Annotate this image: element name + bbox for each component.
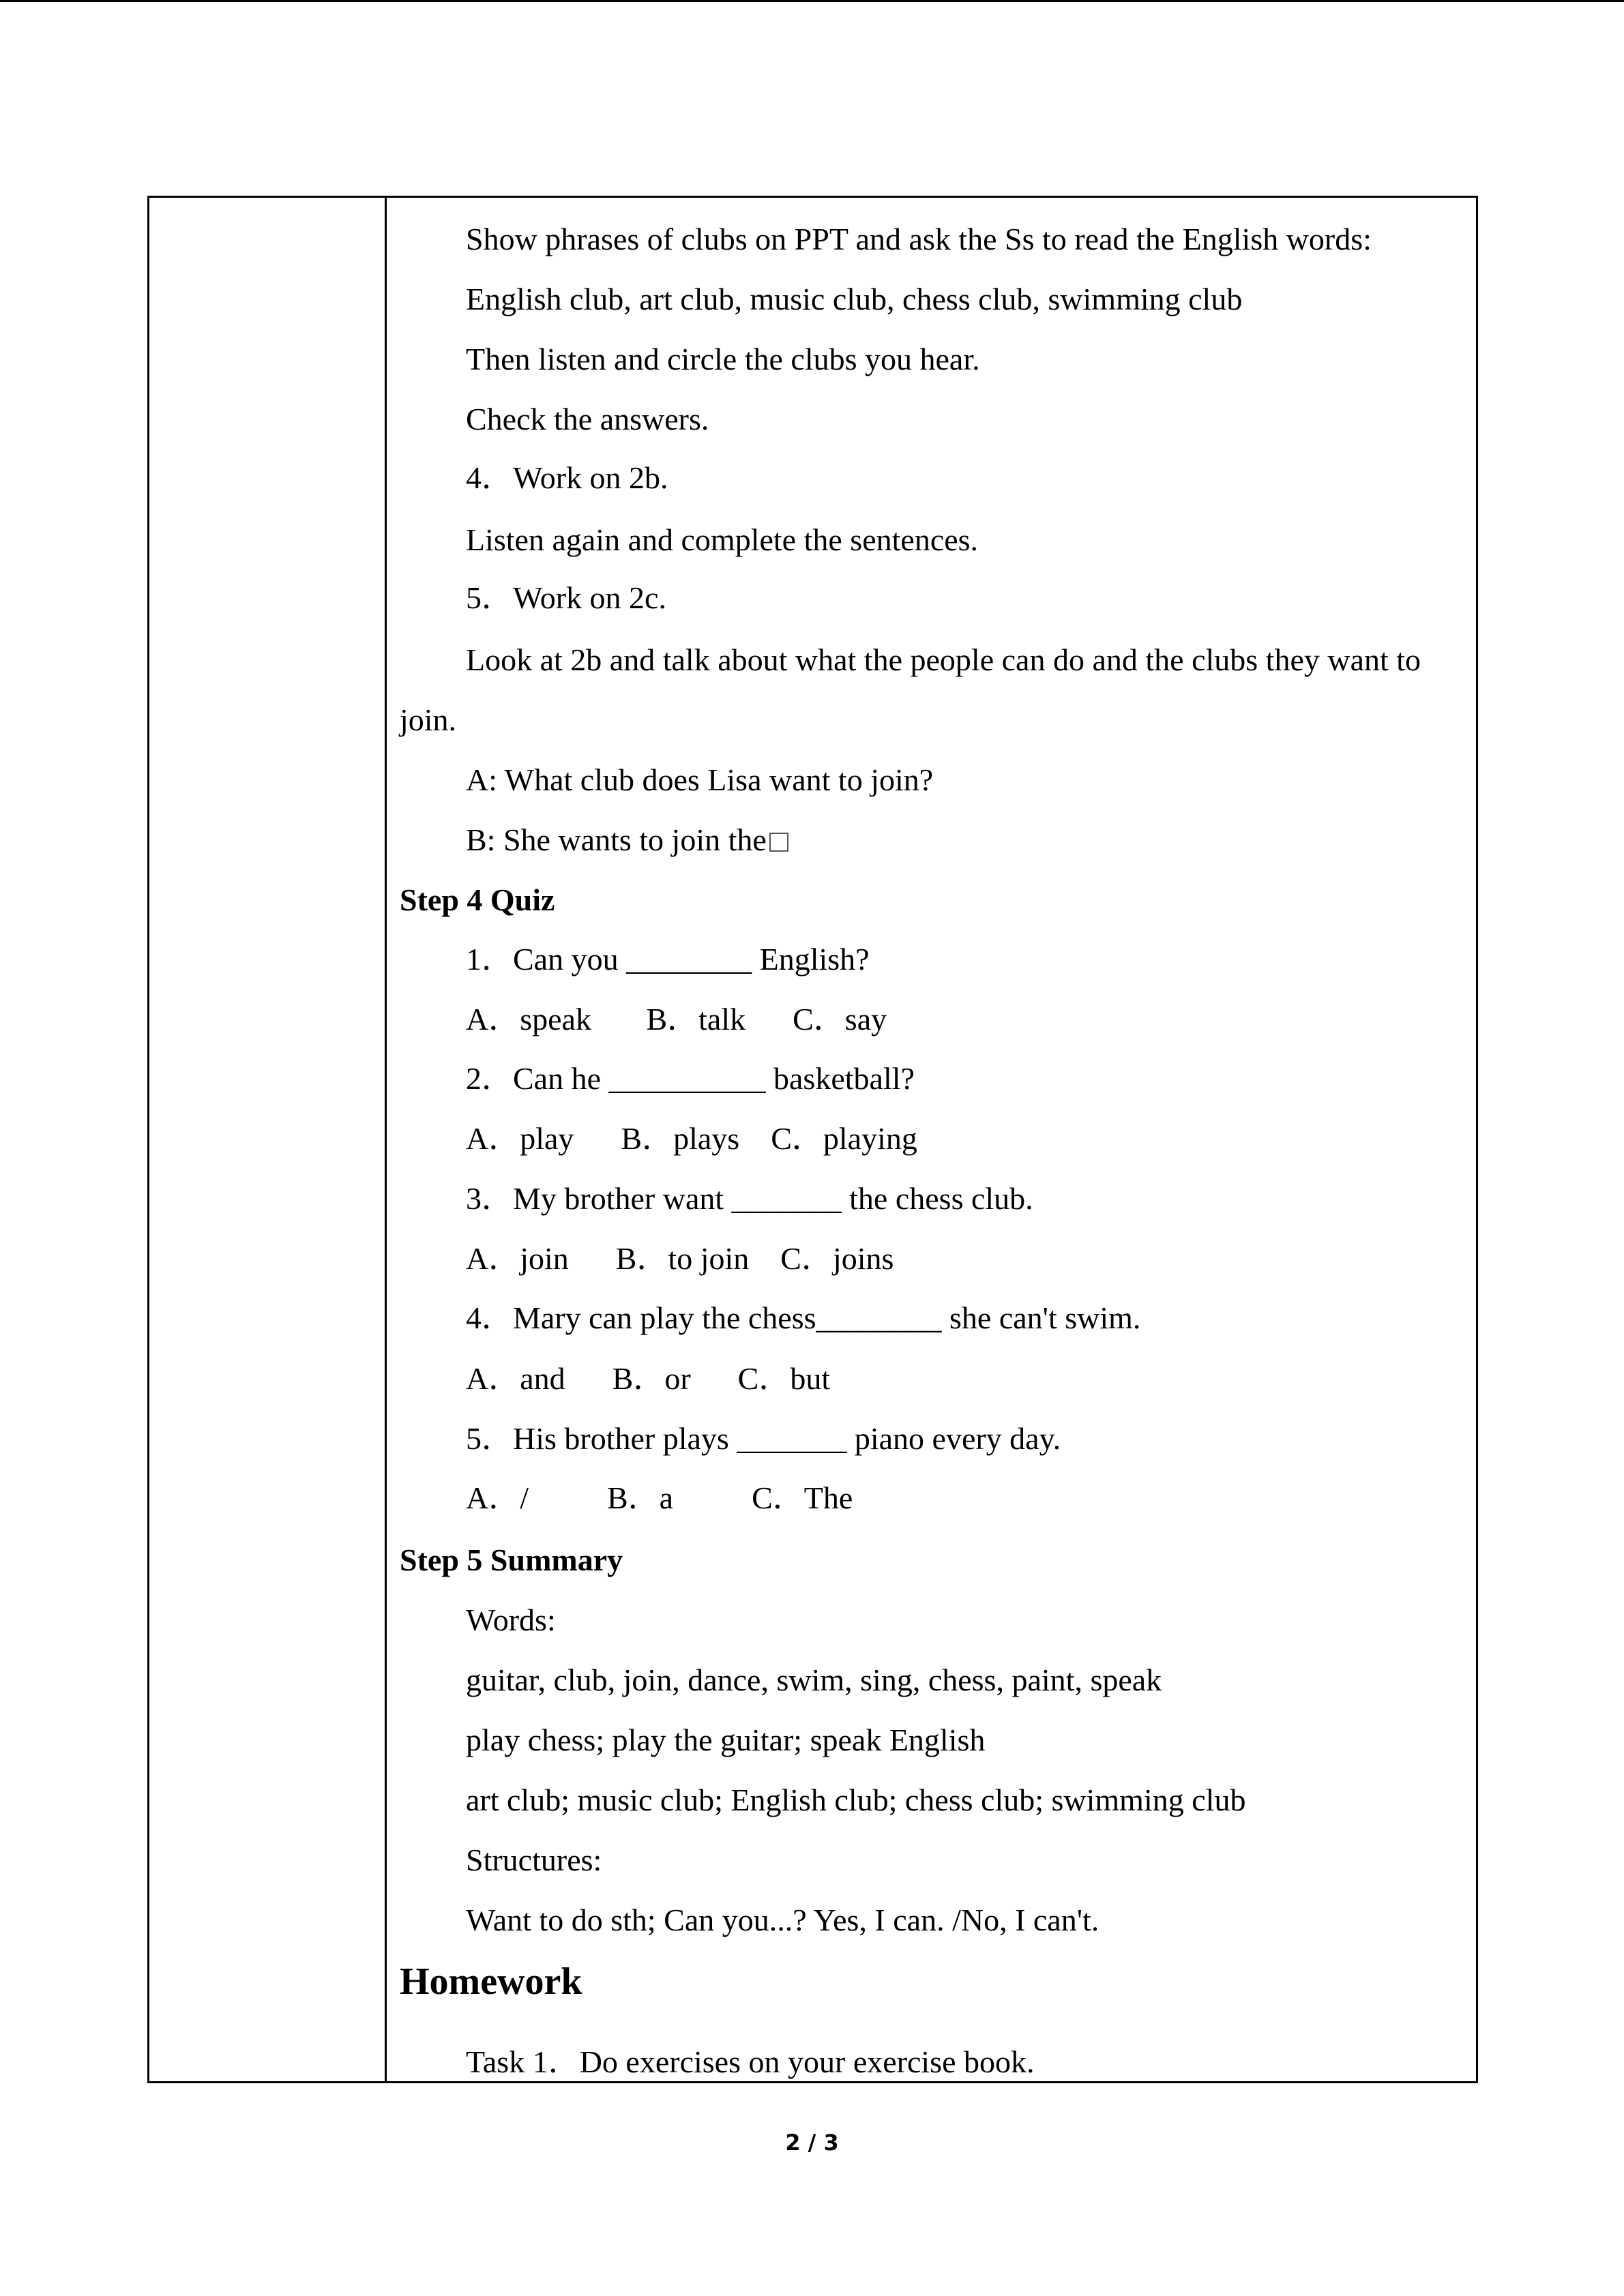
summary-line: Structures: — [466, 1843, 602, 1877]
quiz-question: 3．My brother want _______ the chess club. — [466, 1181, 1033, 1216]
summary-line: Words: — [466, 1602, 556, 1637]
dialogue-line — [466, 820, 788, 861]
quiz-question: 2．Can he __________ basketball? — [466, 1061, 915, 1096]
instruction-line: Then listen and circle the clubs you hear. — [466, 342, 980, 376]
homework-task: Task 1．Do exercises on your exercise book. — [466, 2044, 1035, 2079]
step5-heading: Step 5 Summary — [400, 1542, 623, 1577]
instruction-line: 4．Work on 2b. — [466, 460, 668, 495]
instruction-line: 5．Work on 2c. — [466, 580, 666, 615]
instruction-line: Listen again and complete the sentences. — [466, 522, 979, 557]
quiz-question: 1．Can you ________ English? — [466, 942, 870, 976]
quiz-options: A．/ B．a C．The — [466, 1480, 853, 1515]
instruction-line: Check the answers. — [466, 402, 709, 436]
quiz-options: A．play B．plays C．playing — [466, 1121, 917, 1156]
quiz-question: 4．Mary can play the chess________ she can't swim. — [466, 1300, 1141, 1335]
page-number: 2 / 3 — [785, 2130, 839, 2156]
quiz-question: 5．His brother plays _______ piano every day. — [466, 1421, 1061, 1456]
instruction-line: join. — [400, 702, 457, 737]
homework-heading: Homework — [400, 1960, 582, 2003]
dialogue-line: A: What club does Lisa want to join? — [466, 762, 934, 797]
missing-glyph-box — [769, 833, 788, 852]
instruction-line: Look at 2b and talk about what the people can do and the clubs they want to — [466, 642, 1421, 677]
table-column-divider — [385, 196, 387, 2083]
instruction-line: Show phrases of clubs on PPT and ask the Ss to read the English words: — [466, 222, 1372, 256]
quiz-options: A．and B．or C．but — [466, 1361, 831, 1396]
top-rule — [0, 0, 1624, 2]
summary-line: Want to do sth; Can you...? Yes, I can. /No, I can't. — [466, 1903, 1099, 1937]
summary-line: guitar, club, join, dance, swim, sing, chess, paint, speak — [466, 1663, 1162, 1697]
dialogue-text: B: She wants to join the — [466, 822, 767, 857]
summary-line: art club; music club; English club; chess club; swimming club — [466, 1783, 1246, 1817]
step4-heading: Step 4 Quiz — [400, 882, 555, 917]
quiz-options: A．join B．to join C．joins — [466, 1241, 894, 1276]
summary-line: play chess; play the guitar; speak English — [466, 1723, 986, 1757]
instruction-line: English club, art club, music club, chess club, swimming club — [466, 282, 1243, 316]
quiz-options: A．speak B．talk C．say — [466, 1002, 887, 1037]
